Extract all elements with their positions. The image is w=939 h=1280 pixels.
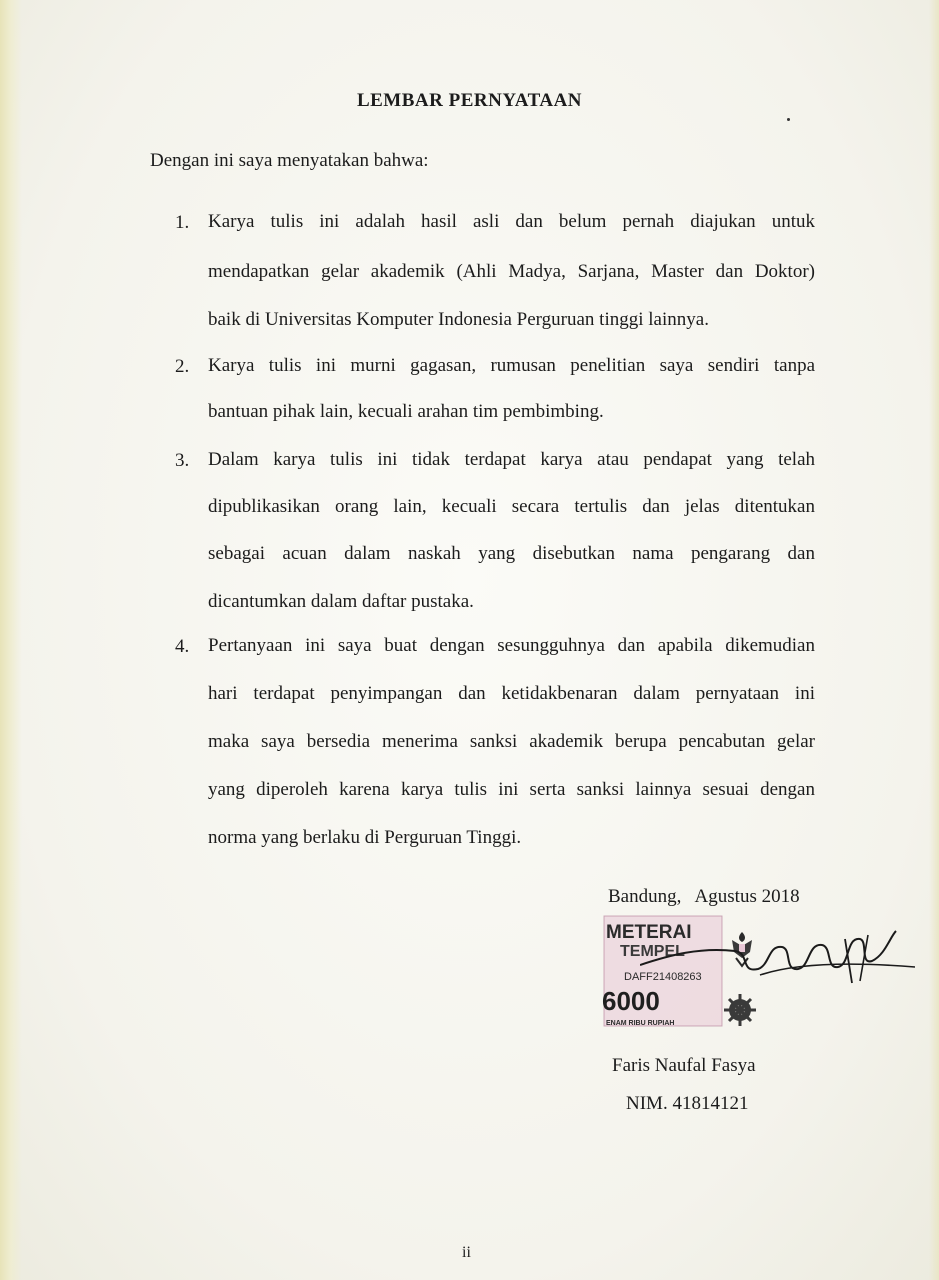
item-line: Karya tulis ini adalah hasil asli dan belum pernah diajukan untuk <box>208 211 815 232</box>
item-number: 2. <box>175 356 190 377</box>
stamp-currency: ENAM RIBU RUPIAH <box>606 1020 675 1027</box>
place-date: Bandung, Agustus 2018 <box>608 886 800 907</box>
handwritten-signature <box>640 925 915 1005</box>
item-line: bantuan pihak lain, kecuali arahan tim pembimbing. <box>208 401 604 422</box>
page-title: LEMBAR PERNYATAAN <box>356 90 583 111</box>
item-number: 4. <box>175 636 190 657</box>
page-number: ii <box>462 1244 471 1261</box>
ink-speck <box>787 118 790 121</box>
signer-nim: NIM. 41814121 <box>626 1093 749 1114</box>
item-line: maka saya bersedia menerima sanksi akademik berupa pencabutan gelar <box>208 731 815 752</box>
stamp-serial: DAFF21408263 <box>624 971 702 983</box>
intro-text: Dengan ini saya menyatakan bahwa: <box>150 150 429 171</box>
signer-name: Faris Naufal Fasya <box>612 1055 756 1076</box>
item-line: yang diperoleh karena karya tulis ini serta sanksi lainnya sesuai dengan <box>208 779 815 800</box>
item-number: 3. <box>175 450 190 471</box>
item-line: mendapatkan gelar akademik (Ahli Madya, Sarjana, Master dan Doktor) <box>208 261 815 282</box>
item-line: sebagai acuan dalam naskah yang disebutkan nama pengarang dan <box>208 543 815 564</box>
item-line: hari terdapat penyimpangan dan ketidakbenaran dalam pernyataan ini <box>208 683 815 704</box>
paper-edge-right <box>929 0 939 1280</box>
stamp-line2: TEMPEL <box>620 943 685 960</box>
stamp-line1: METERAI <box>606 922 692 943</box>
item-line: dipublikasikan orang lain, kecuali secara tertulis dan jelas ditentukan <box>208 496 815 517</box>
item-number: 1. <box>175 212 190 233</box>
paper-edge-left <box>0 0 22 1280</box>
stamp-value: 6000 <box>602 986 660 1016</box>
item-line: Karya tulis ini murni gagasan, rumusan penelitian saya sendiri tanpa <box>208 355 815 376</box>
item-line: norma yang berlaku di Perguruan Tinggi. <box>208 827 522 848</box>
item-line: dicantumkan dalam daftar pustaka. <box>208 591 474 612</box>
item-line: Dalam karya tulis ini tidak terdapat karya atau pendapat yang telah <box>208 449 815 470</box>
item-line: baik di Universitas Komputer Indonesia Perguruan tinggi lainnya. <box>208 309 709 330</box>
item-line: Pertanyaan ini saya buat dengan sesungguhnya dan apabila dikemudian <box>208 635 815 656</box>
